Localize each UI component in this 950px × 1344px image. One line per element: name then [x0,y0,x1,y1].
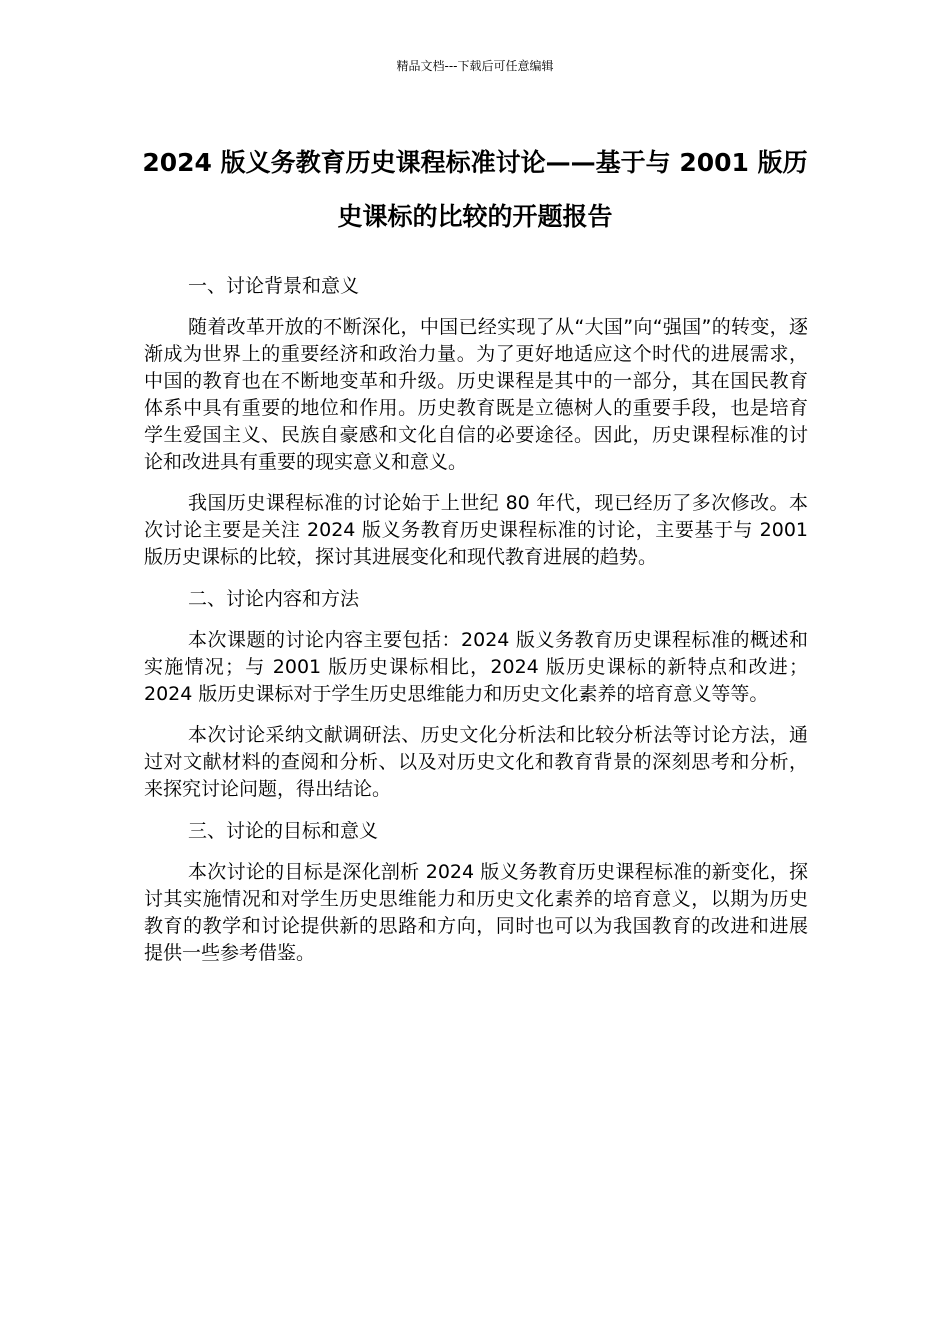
paragraph: 随着改革开放的不断深化，中国已经实现了从“大国”向“强国”的转变，逐渐成为世界上的重要经济和政治力量。为了更好地适应这个时代的进展需求，中国的教育也在不断地变革和升级。历史课程是其中的一部分，其在国民教育体系中具有重要的地位和作用。历史教育既是立德树人的重要手段，也是培育学生爱国主义、民族自豪感和文化自信的必要途径。因此，历史课程标准的讨论和改进具有重要的现实意义和意义。 [144,316,808,473]
paragraph: 我国历史课程标准的讨论始于上世纪 80 年代，现已经历了多次修改。本次讨论主要是关注 2024 版义务教育历史课程标准的讨论，主要基于与 2001 版历史课标的比较，探讨其进展变化和现代教育进展的趋势。 [144,492,808,568]
document-title: 2024 版义务教育历史课程标准讨论——基于与 2001 版历史课标的比较的开题报告 [142,148,808,231]
document-body [144,272,808,981]
paragraph: 本次讨论的目标是深化剖析 2024 版义务教育历史课程标准的新变化，探讨其实施情况和对学生历史思维能力和历史文化素养的培育意义，以期为历史教育的教学和讨论提供新的思路和方向，同时也可以为我国教育的改进和进展提供一些参考借鉴。 [144,861,808,964]
paragraph: 本次讨论采纳文献调研法、历史文化分析法和比较分析法等讨论方法，通过对文献材料的查阅和分析、以及对历史文化和教育背景的深刻思考和分析，来探究讨论问题，得出结论。 [144,724,808,800]
section-heading-goals: 三、讨论的目标和意义 [188,820,379,842]
section-heading-content-method: 二、讨论内容和方法 [188,588,360,610]
section-heading-background: 一、讨论背景和意义 [188,275,360,297]
page-header: 精品文档---下载后可任意编辑 [396,59,554,73]
paragraph: 本次课题的讨论内容主要包括：2024 版义务教育历史课程标准的概述和实施情况；与 2001 版历史课标相比，2024 版历史课标的新特点和改进；2024 版历史课标对于学生历史思维能力和历史文化素养的培育意义等等。 [144,629,808,705]
